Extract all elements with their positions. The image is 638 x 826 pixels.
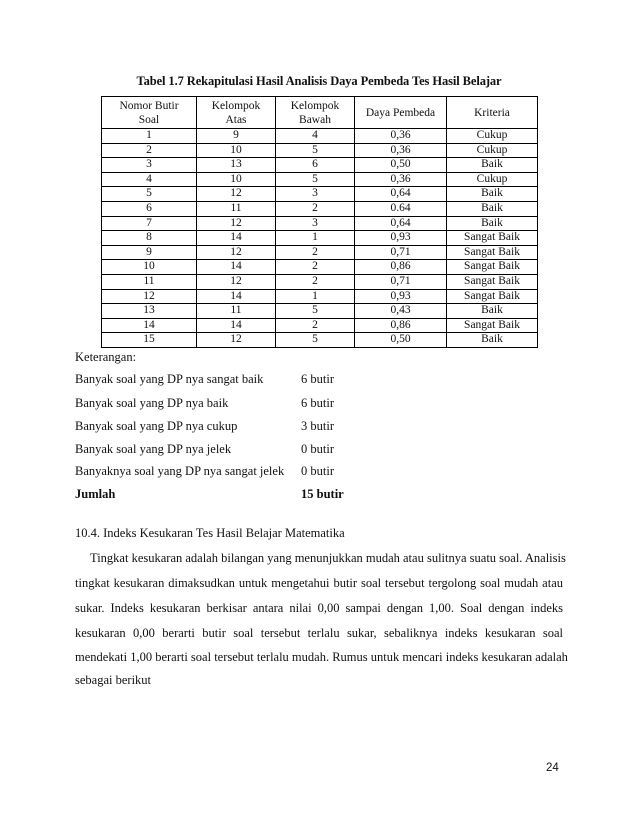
cell-criteria: Baik <box>447 304 538 319</box>
cell-upper-group: 12 <box>197 245 276 260</box>
cell-discrimination-power: 0.64 <box>355 201 447 216</box>
cell-item-number: 5 <box>102 187 197 202</box>
header-item-number: Nomor Butir Soal <box>102 97 197 129</box>
cell-criteria: Sangat Baik <box>447 260 538 275</box>
cell-lower-group: 3 <box>276 187 355 202</box>
cell-criteria: Sangat Baik <box>447 231 538 246</box>
cell-item-number: 3 <box>102 158 197 173</box>
section-heading: 10.4. Indeks Kesukaran Tes Hasil Belajar Matematika <box>75 526 345 540</box>
cell-item-number: 14 <box>102 318 197 333</box>
legend-value: 6 butir <box>301 372 334 386</box>
cell-lower-group: 1 <box>276 231 355 246</box>
paragraph-line: tingkat kesukaran dimaksudkan untuk mengetahui butir soal tersebut tergolong soal mudah atau <box>75 576 563 590</box>
cell-upper-group: 12 <box>197 333 276 348</box>
paragraph-line: kesukaran 0,00 berarti butir soal tersebut terlalu sukar, sebaliknya indeks kesukaran soal <box>75 626 563 640</box>
cell-criteria: Sangat Baik <box>447 289 538 304</box>
cell-discrimination-power: 0,36 <box>355 172 447 187</box>
paragraph-line: sukar. Indeks kesukaran berkisar antara nilai 0,00 sampai dengan 1,00. Soal dengan indeks <box>75 601 563 615</box>
legend-value: 3 butir <box>301 419 334 433</box>
cell-lower-group: 3 <box>276 216 355 231</box>
cell-discrimination-power: 0,50 <box>355 333 447 348</box>
table-row <box>102 187 538 202</box>
table-row <box>102 318 538 333</box>
cell-lower-group: 6 <box>276 158 355 173</box>
cell-criteria: Baik <box>447 333 538 348</box>
header-lower-group: Kelompok Bawah <box>276 97 355 129</box>
cell-criteria: Sangat Baik <box>447 318 538 333</box>
cell-criteria: Baik <box>447 216 538 231</box>
legend-label: Banyak soal yang DP nya jelek <box>75 442 232 456</box>
legend-value: 0 butir <box>301 442 334 456</box>
cell-item-number: 1 <box>102 129 197 144</box>
table-row <box>102 245 538 260</box>
cell-item-number: 9 <box>102 245 197 260</box>
table-row <box>102 231 538 246</box>
cell-item-number: 6 <box>102 201 197 216</box>
cell-lower-group: 5 <box>276 172 355 187</box>
paragraph-line: sebagai berikut <box>75 673 152 687</box>
cell-discrimination-power: 0,93 <box>355 231 447 246</box>
cell-criteria: Sangat Baik <box>447 274 538 289</box>
legend-label: Banyak soal yang DP nya cukup <box>75 419 238 433</box>
cell-criteria: Baik <box>447 187 538 202</box>
table-caption: Tabel 1.7 Rekapitulasi Hasil Analisis Daya Pembeda Tes Hasil Belajar <box>136 74 502 88</box>
cell-upper-group: 12 <box>197 274 276 289</box>
table-row <box>102 289 538 304</box>
legend-label: Banyaknya soal yang DP nya sangat jelek <box>75 464 285 478</box>
cell-criteria: Cukup <box>447 172 538 187</box>
cell-criteria: Baik <box>447 158 538 173</box>
legend-label: Banyak soal yang DP nya sangat baik <box>75 372 264 386</box>
cell-lower-group: 2 <box>276 260 355 275</box>
cell-discrimination-power: 0,71 <box>355 245 447 260</box>
legend-total-value: 15 butir <box>301 487 344 501</box>
cell-lower-group: 5 <box>276 333 355 348</box>
cell-discrimination-power: 0,64 <box>355 187 447 202</box>
cell-item-number: 15 <box>102 333 197 348</box>
cell-upper-group: 14 <box>197 318 276 333</box>
cell-discrimination-power: 0,86 <box>355 260 447 275</box>
cell-upper-group: 12 <box>197 187 276 202</box>
cell-lower-group: 5 <box>276 304 355 319</box>
cell-criteria: Baik <box>447 201 538 216</box>
cell-lower-group: 2 <box>276 201 355 216</box>
cell-upper-group: 10 <box>197 143 276 158</box>
legend-value: 0 butir <box>301 464 334 478</box>
cell-item-number: 12 <box>102 289 197 304</box>
header-discrimination-power: Daya Pembeda <box>355 97 447 129</box>
legend-value: 6 butir <box>301 396 334 410</box>
cell-lower-group: 4 <box>276 129 355 144</box>
cell-item-number: 2 <box>102 143 197 158</box>
cell-upper-group: 11 <box>197 201 276 216</box>
table-row <box>102 172 538 187</box>
header-criteria: Kriteria <box>447 97 538 129</box>
legend-label: Banyak soal yang DP nya baik <box>75 396 229 410</box>
table-row <box>102 304 538 319</box>
cell-discrimination-power: 0,71 <box>355 274 447 289</box>
cell-item-number: 11 <box>102 274 197 289</box>
cell-upper-group: 14 <box>197 231 276 246</box>
cell-discrimination-power: 0,36 <box>355 129 447 144</box>
cell-lower-group: 1 <box>276 289 355 304</box>
cell-upper-group: 12 <box>197 216 276 231</box>
cell-upper-group: 14 <box>197 260 276 275</box>
cell-upper-group: 13 <box>197 158 276 173</box>
table-row <box>102 260 538 275</box>
cell-discrimination-power: 0,93 <box>355 289 447 304</box>
cell-discrimination-power: 0,36 <box>355 143 447 158</box>
cell-discrimination-power: 0,64 <box>355 216 447 231</box>
legend-title: Keterangan: <box>75 350 137 364</box>
cell-upper-group: 11 <box>197 304 276 319</box>
table-row <box>102 129 538 144</box>
cell-discrimination-power: 0,86 <box>355 318 447 333</box>
cell-criteria: Cukup <box>447 129 538 144</box>
cell-discrimination-power: 0,43 <box>355 304 447 319</box>
table-row <box>102 143 538 158</box>
table-row <box>102 333 538 348</box>
cell-upper-group: 14 <box>197 289 276 304</box>
cell-discrimination-power: 0,50 <box>355 158 447 173</box>
cell-lower-group: 2 <box>276 245 355 260</box>
cell-lower-group: 2 <box>276 318 355 333</box>
cell-lower-group: 2 <box>276 274 355 289</box>
table-row <box>102 274 538 289</box>
cell-criteria: Sangat Baik <box>447 245 538 260</box>
cell-item-number: 13 <box>102 304 197 319</box>
cell-criteria: Cukup <box>447 143 538 158</box>
cell-upper-group: 10 <box>197 172 276 187</box>
table-row <box>102 201 538 216</box>
legend-total-label: Jumlah <box>75 487 116 501</box>
cell-item-number: 4 <box>102 172 197 187</box>
cell-item-number: 10 <box>102 260 197 275</box>
cell-item-number: 7 <box>102 216 197 231</box>
cell-lower-group: 5 <box>276 143 355 158</box>
header-upper-group: Kelompok Atas <box>197 97 276 129</box>
table-header-row <box>102 97 538 129</box>
paragraph-line: mendekati 1,00 berarti soal tersebut terlalu mudah. Rumus untuk mencari indeks kesukaran adalah <box>75 650 568 664</box>
table-row <box>102 158 538 173</box>
discrimination-table <box>101 96 538 348</box>
paragraph-line: Tingkat kesukaran adalah bilangan yang menunjukkan mudah atau sulitnya suatu soal. Analisis <box>90 551 566 565</box>
table-row <box>102 216 538 231</box>
page-number: 24 <box>546 762 559 774</box>
cell-item-number: 8 <box>102 231 197 246</box>
cell-upper-group: 9 <box>197 129 276 144</box>
